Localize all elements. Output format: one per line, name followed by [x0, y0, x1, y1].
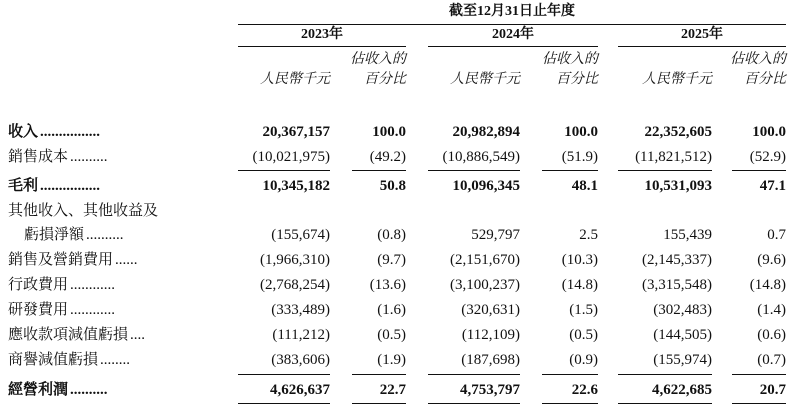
value-2025-amount: (302,483) — [653, 302, 712, 318]
value-2025-amount: (2,145,337) — [642, 252, 712, 268]
value-2025-pct: 0.7 — [767, 227, 786, 243]
value-2025-amount: (3,315,548) — [642, 277, 712, 293]
value-2025-amount: (155,974) — [653, 352, 712, 368]
value-2024-pct: 2.5 — [579, 227, 598, 243]
value-2024-amount: (2,151,670) — [450, 252, 520, 268]
total-rule — [618, 403, 712, 404]
value-2025-amount: (11,821,512) — [635, 149, 712, 165]
total-rule — [542, 403, 598, 404]
value-2024-amount: (112,109) — [461, 327, 520, 343]
value-2025-pct: (0.6) — [757, 327, 786, 343]
value-2023-amount: (1,966,310) — [260, 252, 330, 268]
col-pct-2025-line2: 百分比 — [744, 72, 786, 87]
subtotal-rule — [352, 170, 406, 171]
total-rule — [732, 403, 786, 404]
value-2024-amount: 10,096,345 — [452, 178, 520, 194]
value-2024-pct: (1.5) — [569, 302, 598, 318]
value-2023-amount: (2,768,254) — [260, 277, 330, 293]
col-pct-2024-line1: 佔收入的 — [542, 52, 598, 67]
value-2025-pct: 100.0 — [752, 124, 786, 140]
value-2024-amount: (3,100,237) — [450, 277, 520, 293]
value-2024-amount: 4,753,797 — [460, 382, 520, 398]
row-label: 商譽減值虧損 ........ — [8, 352, 131, 368]
value-2025-pct: (52.9) — [749, 149, 786, 165]
table-row-other-income-net — [0, 223, 806, 247]
subtotal-rule — [618, 374, 712, 375]
value-2024-amount: 529,797 — [471, 227, 520, 243]
value-2024-pct: (51.9) — [561, 149, 598, 165]
table-row-receivables-impairment — [0, 323, 806, 347]
value-2024-amount: 20,982,894 — [452, 124, 520, 140]
subtotal-rule — [238, 170, 330, 171]
value-2023-pct: (13.6) — [369, 277, 406, 293]
total-rule — [428, 403, 520, 404]
subtotal-rule — [428, 170, 520, 171]
value-2025-amount: 10,531,093 — [644, 178, 712, 194]
table-row-research-development — [0, 298, 806, 322]
row-label: 研發費用 ............ — [8, 302, 116, 318]
row-label: 毛利 ................ — [8, 178, 101, 194]
subtotal-rule — [542, 374, 598, 375]
table-row-revenue — [0, 120, 806, 144]
table-row-cost-of-sales — [0, 145, 806, 169]
value-2025-amount: (144,505) — [653, 327, 712, 343]
value-2023-amount: (155,674) — [271, 227, 330, 243]
value-2025-pct: (14.8) — [749, 277, 786, 293]
value-2023-pct: (9.7) — [377, 252, 406, 268]
year-2023-rule — [238, 46, 406, 47]
year-2024-rule — [428, 46, 598, 47]
subtotal-rule — [542, 170, 598, 171]
row-label: 虧損淨額 .......... — [24, 227, 124, 243]
row-label: 行政費用 ............ — [8, 277, 116, 293]
row-label: 其他收入、其他收益及 — [8, 203, 159, 219]
table-row-administrative — [0, 273, 806, 297]
value-2023-amount: (10,021,975) — [252, 149, 330, 165]
row-label: 銷售及營銷費用 ...... — [8, 252, 138, 268]
value-2023-pct: (1.6) — [377, 302, 406, 318]
value-2025-pct: (1.4) — [757, 302, 786, 318]
year-2024-header: 2024年 — [492, 27, 534, 42]
col-pct-2023-line2: 百分比 — [364, 72, 406, 87]
value-2023-pct: (0.5) — [377, 327, 406, 343]
col-amount-2024: 人民幣千元 — [450, 72, 520, 87]
value-2024-pct: (0.5) — [569, 327, 598, 343]
table-row-goodwill-impairment — [0, 348, 806, 372]
row-label: 收入 ................ — [8, 124, 101, 140]
table-row-gross-profit — [0, 174, 806, 198]
value-2023-amount: 20,367,157 — [262, 124, 330, 140]
value-2023-amount: (383,606) — [271, 352, 330, 368]
value-2025-pct: 47.1 — [759, 178, 786, 194]
col-pct-2025-line1: 佔收入的 — [730, 52, 786, 67]
value-2023-amount: (111,212) — [272, 327, 330, 343]
col-amount-2023: 人民幣千元 — [260, 72, 330, 87]
subtotal-rule — [238, 374, 330, 375]
value-2025-amount: 22,352,605 — [644, 124, 712, 140]
value-2024-pct: 48.1 — [571, 178, 598, 194]
value-2023-pct: (0.8) — [377, 227, 406, 243]
value-2024-pct: (0.9) — [569, 352, 598, 368]
table-row-operating-profit — [0, 378, 806, 402]
row-label: 經營利潤 .......... — [8, 382, 108, 398]
subtotal-rule — [732, 170, 786, 171]
value-2024-pct: (14.8) — [561, 277, 598, 293]
col-amount-2025: 人民幣千元 — [642, 72, 712, 87]
year-2023-header: 2023年 — [301, 27, 343, 42]
table-row-selling-marketing — [0, 248, 806, 272]
total-rule — [352, 403, 406, 404]
value-2024-pct: (10.3) — [561, 252, 598, 268]
value-2024-pct: 100.0 — [564, 124, 598, 140]
value-2024-pct: 22.6 — [571, 382, 598, 398]
value-2025-amount: 4,622,685 — [652, 382, 712, 398]
total-rule — [238, 403, 330, 404]
value-2023-pct: 22.7 — [379, 382, 406, 398]
subtotal-rule — [732, 374, 786, 375]
value-2024-amount: (320,631) — [461, 302, 520, 318]
value-2023-pct: (49.2) — [369, 149, 406, 165]
value-2023-pct: (1.9) — [377, 352, 406, 368]
value-2023-amount: 10,345,182 — [262, 178, 330, 194]
col-pct-2023-line1: 佔收入的 — [350, 52, 406, 67]
value-2024-amount: (10,886,549) — [442, 149, 520, 165]
col-pct-2024-line2: 百分比 — [556, 72, 598, 87]
subtotal-rule — [618, 170, 712, 171]
value-2023-pct: 100.0 — [372, 124, 406, 140]
subtotal-rule — [428, 374, 520, 375]
row-label: 應收款項減值虧損 .... — [8, 327, 146, 343]
table-row-other-income-heading — [0, 199, 806, 223]
value-2023-amount: 4,626,637 — [270, 382, 330, 398]
row-label: 銷售成本 .......... — [8, 149, 108, 165]
period-header: 截至12月31日止年度 — [449, 4, 575, 19]
year-2025-rule — [618, 46, 786, 47]
value-2025-amount: 155,439 — [663, 227, 712, 243]
value-2025-pct: (9.6) — [757, 252, 786, 268]
value-2023-pct: 50.8 — [379, 178, 406, 194]
value-2024-amount: (187,698) — [461, 352, 520, 368]
subtotal-rule — [352, 374, 406, 375]
value-2025-pct: 20.7 — [759, 382, 786, 398]
value-2023-amount: (333,489) — [271, 302, 330, 318]
value-2025-pct: (0.7) — [757, 352, 786, 368]
year-2025-header: 2025年 — [681, 27, 723, 42]
